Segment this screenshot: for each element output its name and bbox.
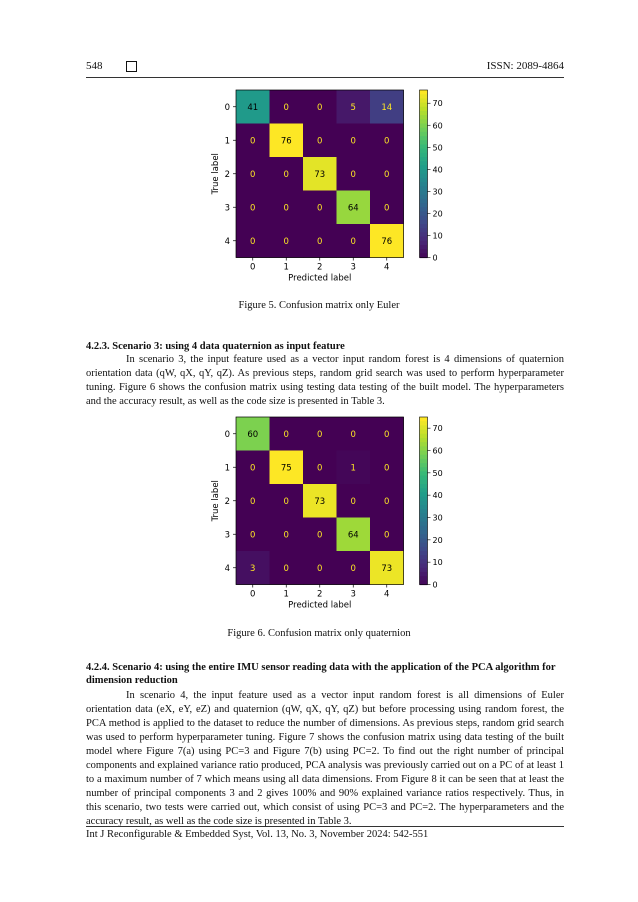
fig6-y-tick-label: 1 — [224, 463, 230, 474]
fig5-colorbar-segment — [420, 232, 428, 237]
fig6-cell-value: 0 — [384, 496, 390, 507]
fig6-x-tick-label: 2 — [317, 589, 323, 600]
fig5-colorbar-tick-label: 0 — [432, 253, 438, 263]
fig6-cell-value: 73 — [381, 563, 393, 574]
fig6-colorbar-segment — [420, 559, 428, 564]
fig6-cell-value: 0 — [283, 530, 289, 541]
fig5-colorbar-segment — [420, 186, 428, 191]
fig5-x-tick-label: 3 — [350, 262, 356, 273]
fig5-cell-value: 0 — [283, 102, 289, 113]
fig5-colorbar-tick-label: 10 — [432, 231, 443, 241]
fig5-colorbar-segment — [420, 224, 428, 229]
fig5-cell-value: 0 — [317, 236, 323, 247]
fig5-cell-value: 0 — [283, 203, 289, 214]
fig6-cell-value: 0 — [317, 463, 323, 474]
fig6-colorbar-tick-label: 40 — [432, 491, 443, 501]
fig6-colorbar-segment — [420, 572, 428, 577]
fig6-colorbar-segment — [420, 421, 428, 426]
fig6-cell-value: 0 — [250, 530, 256, 541]
fig6-cell-value: 64 — [347, 530, 359, 541]
fig5-cell-value: 0 — [317, 102, 323, 113]
fig5-colorbar-tick-label: 50 — [432, 143, 443, 153]
fig5-x-tick-label: 2 — [317, 262, 323, 273]
fig5-colorbar-segment — [420, 178, 428, 183]
fig5-colorbar-segment — [420, 220, 428, 225]
fig6-colorbar-segment — [420, 455, 428, 460]
fig6-colorbar-segment — [420, 522, 428, 527]
fig5-colorbar-segment — [420, 111, 428, 116]
fig6-x-tick-label: 0 — [250, 589, 256, 600]
figure-6-caption: Figure 6. Confusion matrix only quaternion — [227, 628, 411, 639]
fig5-y-tick-label: 3 — [224, 203, 230, 214]
fig6-colorbar-tick-label: 50 — [432, 468, 443, 478]
fig5-cell-value: 0 — [384, 136, 390, 147]
fig5-colorbar-tick-label: 70 — [432, 99, 443, 109]
fig5-colorbar-segment — [420, 90, 428, 95]
fig6-cell-value: 0 — [350, 429, 356, 440]
fig5-colorbar-segment — [420, 237, 428, 242]
fig6-colorbar-segment — [420, 442, 428, 447]
fig5-colorbar-segment — [420, 182, 428, 187]
fig6-colorbar-segment — [420, 417, 428, 422]
fig5-colorbar-segment — [420, 161, 428, 166]
fig5-x-axis-label: Predicted label — [288, 273, 352, 284]
fig5-colorbar-segment — [420, 119, 428, 124]
fig6-colorbar-segment — [420, 543, 428, 548]
fig5-colorbar-segment — [420, 94, 428, 99]
fig5-colorbar-tick-label: 20 — [432, 209, 443, 219]
fig6-colorbar-segment — [420, 492, 428, 497]
fig5-y-tick-label: 0 — [224, 102, 230, 113]
footer-rule — [86, 826, 564, 827]
fig6-y-tick-label: 4 — [224, 563, 230, 574]
fig5-colorbar-segment — [420, 211, 428, 216]
fig6-colorbar-segment — [420, 438, 428, 443]
fig6-colorbar-segment — [420, 459, 428, 464]
fig6-colorbar-segment — [420, 518, 428, 523]
fig6-cell-value: 73 — [314, 496, 326, 507]
fig6-colorbar-segment — [420, 555, 428, 560]
fig6-colorbar-segment — [420, 564, 428, 569]
fig5-colorbar-segment — [420, 195, 428, 200]
fig6-colorbar-tick-label: 70 — [432, 424, 443, 434]
fig5-cell-value: 0 — [283, 169, 289, 180]
fig6-cell-value: 0 — [283, 429, 289, 440]
fig5-y-tick-label: 4 — [224, 236, 230, 247]
fig6-colorbar-tick-label: 30 — [432, 513, 443, 523]
fig6-x-axis-label: Predicted label — [288, 600, 352, 611]
fig6-colorbar-segment — [420, 484, 428, 489]
fig6-cell-value: 0 — [350, 563, 356, 574]
fig6-colorbar-segment — [420, 488, 428, 493]
fig6-y-tick-label: 3 — [224, 530, 230, 541]
fig5-cell-value: 64 — [347, 203, 359, 214]
fig5-colorbar-segment — [420, 199, 428, 204]
fig5-colorbar-segment — [420, 228, 428, 233]
fig6-cell-value: 1 — [350, 463, 356, 474]
fig5-colorbar-segment — [420, 245, 428, 250]
fig6-colorbar-segment — [420, 538, 428, 543]
fig6-colorbar-segment — [420, 513, 428, 518]
fig6-colorbar-segment — [420, 530, 428, 535]
fig5-colorbar-segment — [420, 136, 428, 141]
fig6-cell-value: 0 — [250, 496, 256, 507]
fig5-colorbar-segment — [420, 115, 428, 120]
fig6-colorbar-tick-label: 20 — [432, 535, 443, 545]
fig6-colorbar-segment — [420, 430, 428, 435]
fig5-colorbar-segment — [420, 103, 428, 108]
fig6-colorbar-segment — [420, 568, 428, 573]
fig5-cell-value: 0 — [250, 136, 256, 147]
fig6-colorbar-segment — [420, 526, 428, 531]
fig6-colorbar-segment — [420, 547, 428, 552]
fig6-cell-value: 0 — [317, 530, 323, 541]
fig5-colorbar-segment — [420, 140, 428, 145]
fig5-cell-value: 76 — [280, 136, 292, 147]
figure-6-confusion-matrix — [206, 415, 456, 620]
fig5-y-tick-label: 2 — [224, 169, 230, 180]
fig6-cell-value: 0 — [283, 563, 289, 574]
fig6-colorbar-segment — [420, 425, 428, 430]
fig5-colorbar-segment — [420, 153, 428, 158]
section-4-2-3-paragraph: In scenario 3, the input feature used as a vector input random forest is 4 dimensions of quaternion orientation data (qW, qX, qY, qZ). As previous steps, random grid search was used to perform hyperparameter tuning. Figure 6 shows the confusion matrix using testing data testing of the built model. The hyperparameters and the accuracy result, as well as the code size is presented in Table 3. — [86, 354, 564, 407]
page-number: 548 — [86, 60, 103, 72]
fig5-colorbar-segment — [420, 128, 428, 133]
fig5-x-tick-label: 4 — [384, 262, 390, 273]
fig6-colorbar-segment — [420, 463, 428, 468]
fig6-cell-value: 0 — [384, 463, 390, 474]
fig5-colorbar-segment — [420, 241, 428, 246]
fig5-colorbar-segment — [420, 191, 428, 196]
fig5-cell-value: 5 — [350, 102, 356, 113]
fig6-colorbar-segment — [420, 480, 428, 485]
fig5-y-tick-label: 1 — [224, 136, 230, 147]
fig6-cell-value: 0 — [350, 496, 356, 507]
fig5-cell-value: 0 — [250, 236, 256, 247]
fig6-colorbar-segment — [420, 505, 428, 510]
fig5-cell-value: 73 — [314, 169, 326, 180]
fig5-cell-value: 0 — [384, 203, 390, 214]
fig6-colorbar-segment — [420, 471, 428, 476]
fig5-colorbar-segment — [420, 132, 428, 137]
fig6-cell-value: 0 — [317, 429, 323, 440]
fig5-cell-value: 0 — [250, 169, 256, 180]
fig6-colorbar-tick-label: 0 — [432, 580, 438, 590]
fig5-colorbar-segment — [420, 170, 428, 175]
fig5-y-axis-label: True label — [211, 153, 221, 195]
fig6-colorbar-tick-label: 10 — [432, 558, 443, 568]
fig5-colorbar-segment — [420, 144, 428, 149]
section-4-2-4-paragraph: In scenario 4, the input feature used as a vector input random forest is all dimensions of Euler orientation data (eX, eY, eZ) and quaternion (qW, qX, qY, qZ) but before processing using random forest, the PCA method is applied to the dataset to reduce the number of dimensions. As previous steps, random grid search was used to perform hyperparameter tuning. Figure 7 shows the confusion matrix using data testing of the built model where Figure 7(a) using PC=3 and Figure 7(b) using PC=2. To find out the right number of principal components and explained variance ratio produced, PCA analysis was previously carried out on a PC of at least 1 to a maximum number of 7 which means using all data dimensions. From Figure 8 it can be seen that at least the number of principal components 3 and 2 gives 100% and 90% explained variance ratios respectively. Thus, in this scenario, two tests were carried out, which consist of using PC=3 and PC=2. The hyperparameters and the accuracy result, as well as the code size is presented in Table 3. — [86, 690, 564, 827]
fig6-colorbar-segment — [420, 509, 428, 514]
fig5-cell-value: 76 — [381, 236, 393, 247]
square-icon — [126, 61, 137, 72]
fig6-colorbar-tick-label: 60 — [432, 446, 443, 456]
fig6-cell-value: 0 — [283, 496, 289, 507]
fig6-cell-value: 0 — [317, 563, 323, 574]
page-header — [86, 60, 564, 76]
fig6-y-tick-label: 0 — [224, 429, 230, 440]
fig5-cell-value: 41 — [247, 102, 259, 113]
fig5-colorbar-segment — [420, 174, 428, 179]
fig6-cell-value: 60 — [247, 429, 259, 440]
fig5-colorbar-segment — [420, 157, 428, 162]
fig5-colorbar-segment — [420, 207, 428, 212]
fig6-colorbar-segment — [420, 497, 428, 502]
fig6-y-tick-label: 2 — [224, 496, 230, 507]
fig6-x-tick-label: 4 — [384, 589, 390, 600]
fig6-colorbar-segment — [420, 551, 428, 556]
fig6-cell-value: 0 — [384, 429, 390, 440]
fig5-cell-value: 0 — [317, 203, 323, 214]
fig6-colorbar-segment — [420, 476, 428, 481]
section-4-2-4-heading: 4.2.4. Scenario 4: using the entire IMU sensor reading data with the application of the PCA algorithm for dimension reduction — [86, 662, 556, 686]
fig6-colorbar-segment — [420, 534, 428, 539]
fig6-colorbar-segment — [420, 467, 428, 472]
fig6-colorbar-segment — [420, 446, 428, 451]
fig5-colorbar-segment — [420, 149, 428, 154]
fig5-colorbar-segment — [420, 216, 428, 221]
figure-5-caption: Figure 5. Confusion matrix only Euler — [238, 300, 400, 311]
issn: ISSN: 2089-4864 — [486, 60, 564, 72]
fig6-cell-value: 0 — [250, 463, 256, 474]
fig5-colorbar-tick-label: 30 — [432, 187, 443, 197]
fig6-colorbar-segment — [420, 501, 428, 506]
fig5-colorbar-segment — [420, 165, 428, 170]
fig6-cell-value: 3 — [250, 563, 256, 574]
fig5-colorbar-segment — [420, 124, 428, 129]
fig5-cell-value: 14 — [381, 102, 393, 113]
fig6-x-tick-label: 1 — [283, 589, 289, 600]
fig5-cell-value: 0 — [317, 136, 323, 147]
fig5-cell-value: 0 — [283, 236, 289, 247]
fig5-colorbar-segment — [420, 98, 428, 103]
fig5-cell-value: 0 — [384, 169, 390, 180]
fig5-colorbar-segment — [420, 249, 428, 254]
fig5-x-tick-label: 1 — [283, 262, 289, 273]
fig5-cell-value: 0 — [250, 203, 256, 214]
section-4-2-3-heading: 4.2.3. Scenario 3: using 4 data quaternion as input feature — [86, 341, 345, 352]
fig5-colorbar-tick-label: 60 — [432, 121, 443, 131]
fig6-cell-value: 0 — [384, 530, 390, 541]
fig5-cell-value: 0 — [350, 236, 356, 247]
fig5-x-tick-label: 0 — [250, 262, 256, 273]
fig6-colorbar-segment — [420, 451, 428, 456]
fig6-cell-value: 75 — [280, 463, 292, 474]
fig5-cell-value: 0 — [350, 169, 356, 180]
fig6-x-tick-label: 3 — [350, 589, 356, 600]
figure-5-confusion-matrix — [206, 88, 456, 293]
fig5-colorbar-segment — [420, 107, 428, 112]
page-footer: Int J Reconfigurable & Embedded Syst, Vol. 13, No. 3, November 2024: 542-551 — [86, 829, 429, 840]
fig6-y-axis-label: True label — [211, 480, 221, 522]
fig5-colorbar-tick-label: 40 — [432, 165, 443, 175]
header-rule — [86, 77, 564, 78]
fig6-colorbar-segment — [420, 576, 428, 581]
fig5-cell-value: 0 — [350, 136, 356, 147]
fig6-colorbar-segment — [420, 434, 428, 439]
fig5-colorbar-segment — [420, 203, 428, 208]
